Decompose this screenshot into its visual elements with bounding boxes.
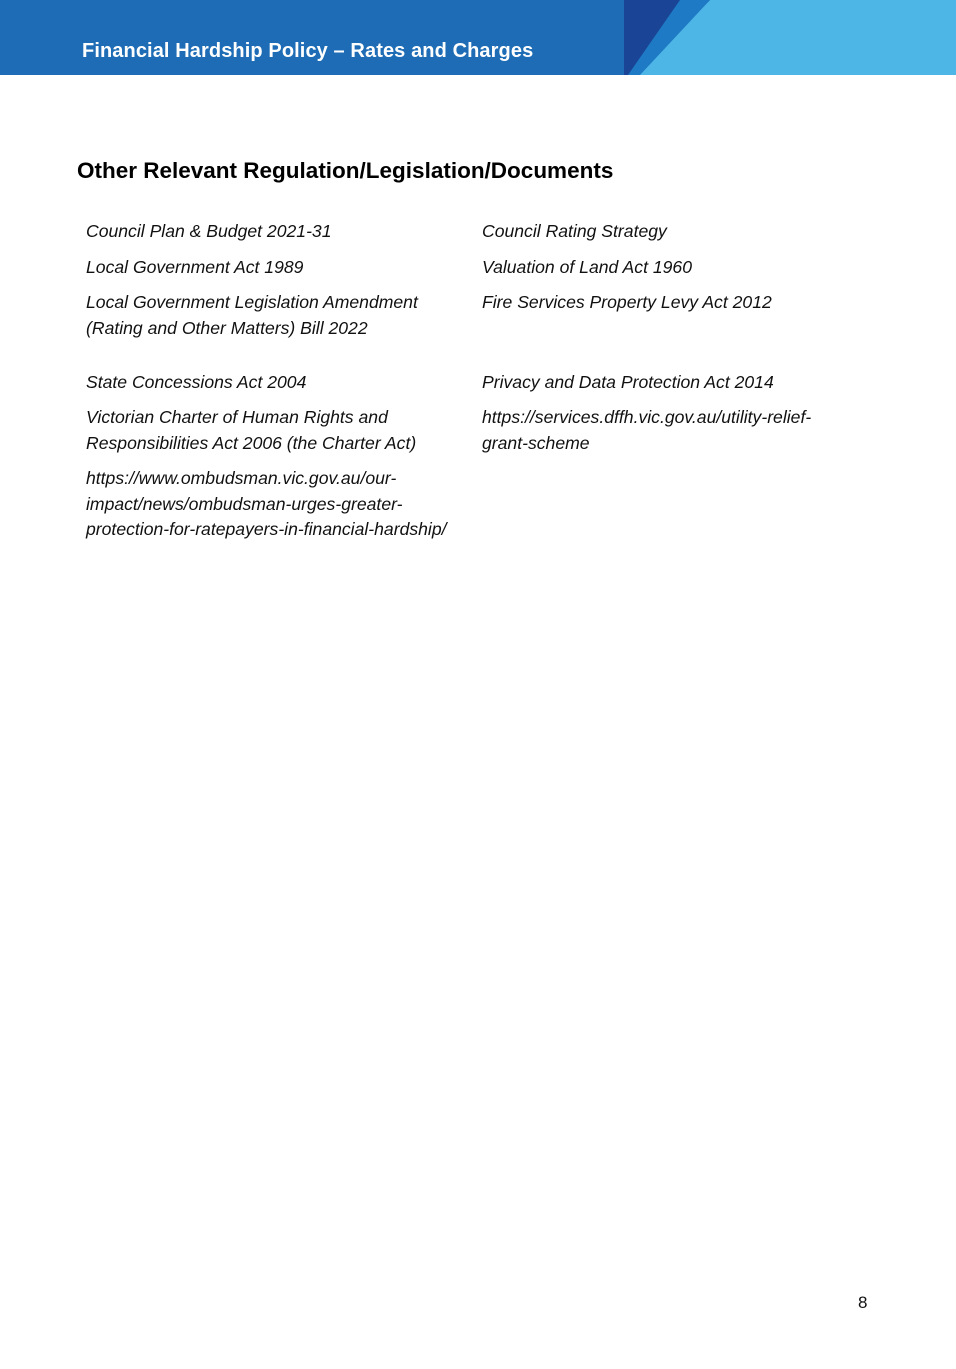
header-graphic <box>0 0 956 75</box>
reference-council-rating-strategy: Council Rating Strategy <box>482 221 667 241</box>
reference-ombudsman-link[interactable]: https://www.ombudsman.vic.gov.au/our-impact/news/ombudsman-urges-greater-protection-for-ratepayers-in-financial-hardship/ <box>86 468 447 539</box>
reference-charter-of-human-rights: Victorian Charter of Human Rights and Responsibilities Act 2006 (the Charter Act) <box>86 407 417 453</box>
reference-council-plan: Council Plan & Budget 2021-31 <box>86 221 332 241</box>
reference-privacy-data-protection-act: Privacy and Data Protection Act 2014 <box>482 372 774 392</box>
page-number: 8 <box>858 1293 868 1312</box>
document-title: Financial Hardship Policy – Rates and Charges <box>82 40 534 62</box>
reference-valuation-of-land-act: Valuation of Land Act 1960 <box>482 257 692 277</box>
reference-utility-relief-link[interactable]: https://services.dffh.vic.gov.au/utility-relief-grant-scheme <box>482 407 812 453</box>
section-heading: Other Relevant Regulation/Legislation/Documents <box>77 158 614 183</box>
reference-fire-services-levy-act: Fire Services Property Levy Act 2012 <box>482 292 772 312</box>
reference-local-government-act: Local Government Act 1989 <box>86 257 304 277</box>
reference-lg-legislation-amendment: Local Government Legislation Amendment (Rating and Other Matters) Bill 2022 <box>86 292 418 338</box>
reference-state-concessions-act: State Concessions Act 2004 <box>86 372 307 392</box>
